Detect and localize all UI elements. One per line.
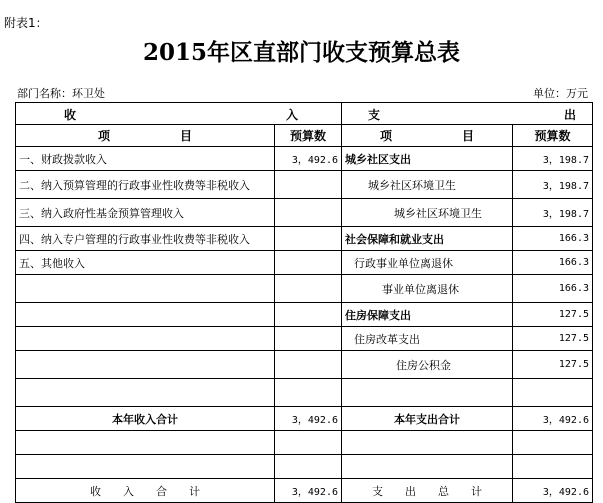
- expense-budget-header: 预算数: [513, 125, 593, 147]
- grand-income-total-amount: 3，492.6: [275, 479, 342, 503]
- year-expense-total-amount: 3，492.6: [513, 407, 593, 431]
- income-amount: [275, 351, 342, 379]
- blank-cell: [275, 431, 342, 455]
- expense-amount: [513, 379, 593, 407]
- expense-item: 城乡社区支出: [342, 147, 513, 171]
- item-header-a: 项: [97, 129, 110, 143]
- year-expense-total-label: 本年支出合计: [342, 407, 513, 431]
- expense-item: 住房保障支出: [342, 303, 513, 327]
- income-amount: [275, 251, 342, 275]
- income-amount: [275, 327, 342, 351]
- expense-item: 行政事业单位离退休: [342, 251, 513, 275]
- income-item: [16, 351, 275, 379]
- expense-amount: 166.3: [513, 275, 593, 303]
- expense-amount: 3，198.7: [513, 171, 593, 199]
- item-header-b: 目: [180, 129, 193, 143]
- expense-amount: 3，198.7: [513, 147, 593, 171]
- expense-amount: 166.3: [513, 227, 593, 251]
- blank-cell: [16, 455, 275, 479]
- table-row: [16, 147, 593, 171]
- expense-amount: 127.5: [513, 351, 593, 379]
- income-item: 二、纳入预算管理的行政事业性收费等非税收入: [16, 171, 275, 199]
- expense-item: 城乡社区环境卫生: [342, 171, 513, 199]
- table-row: [16, 171, 593, 199]
- item2-header-a: 项: [379, 129, 392, 143]
- blank-row: [16, 431, 593, 455]
- income-item: 四、纳入专户管理的行政事业性收费等非税收入: [16, 227, 275, 251]
- income-item: [16, 303, 275, 327]
- expense-item: 事业单位离退休: [342, 275, 513, 303]
- year-income-total-amount: 3，492.6: [275, 407, 342, 431]
- income-item-header: [16, 125, 275, 147]
- income-item: [16, 275, 275, 303]
- expense-header-cell: [342, 103, 593, 125]
- blank-cell: [513, 455, 593, 479]
- expense-item: 城乡社区环境卫生: [342, 199, 513, 227]
- expense-amount: 127.5: [513, 303, 593, 327]
- year-income-total-label: 本年收入合计: [16, 407, 275, 431]
- income-item: 五、其他收入: [16, 251, 275, 275]
- income-amount: [275, 379, 342, 407]
- income-budget-header: 预算数: [275, 125, 342, 147]
- income-header-cell: [16, 103, 342, 125]
- income-item: [16, 327, 275, 351]
- income-amount: [275, 275, 342, 303]
- expense-header-right: 出: [564, 108, 577, 122]
- blank-cell: [342, 455, 513, 479]
- blank-cell: [513, 431, 593, 455]
- table-row: [16, 199, 593, 227]
- blank-cell: [342, 431, 513, 455]
- expense-item: [342, 379, 513, 407]
- income-item: 一、财政拨款收入: [16, 147, 275, 171]
- expense-header-left: 支: [368, 108, 381, 122]
- grand-total-row: [16, 479, 593, 503]
- grand-expense-total-label: 支 出 总 计: [342, 479, 513, 503]
- table-row: [16, 227, 593, 251]
- table-row: [16, 351, 593, 379]
- blank-cell: [16, 431, 275, 455]
- table-row: [16, 275, 593, 303]
- income-amount: 3，492.6: [275, 147, 342, 171]
- income-amount: [275, 171, 342, 199]
- department-name: 部门名称：环卫处: [17, 87, 105, 100]
- income-amount: [275, 199, 342, 227]
- year-total-row: [16, 407, 593, 431]
- grand-expense-total-amount: 3，492.6: [513, 479, 593, 503]
- table-header-row-1: [16, 103, 593, 125]
- attachment-label: 附表1：: [4, 16, 48, 30]
- table-header-row-2: [16, 125, 593, 147]
- income-header-left: 收: [64, 108, 77, 122]
- income-amount: [275, 227, 342, 251]
- expense-item: 社会保障和就业支出: [342, 227, 513, 251]
- expense-item: 住房改革支出: [342, 327, 513, 351]
- page-title: 2015年区直部门收支预算总表: [142, 39, 460, 66]
- income-item: [16, 379, 275, 407]
- expense-amount: 166.3: [513, 251, 593, 275]
- expense-amount: 3，198.7: [513, 199, 593, 227]
- income-item: 三、纳入政府性基金预算管理收入: [16, 199, 275, 227]
- expense-item: 住房公积金: [342, 351, 513, 379]
- table-row: [16, 379, 593, 407]
- expense-item-header: [342, 125, 513, 147]
- item2-header-b: 目: [462, 129, 475, 143]
- table-row: [16, 303, 593, 327]
- grand-income-total-label: 收 入 合 计: [16, 479, 275, 503]
- blank-row: [16, 455, 593, 479]
- table-row: [16, 327, 593, 351]
- unit-label: 单位：万元: [533, 87, 588, 100]
- income-header-right: 入: [286, 108, 299, 122]
- budget-table: [15, 102, 593, 503]
- expense-amount: 127.5: [513, 327, 593, 351]
- blank-cell: [275, 455, 342, 479]
- table-row: [16, 251, 593, 275]
- income-amount: [275, 303, 342, 327]
